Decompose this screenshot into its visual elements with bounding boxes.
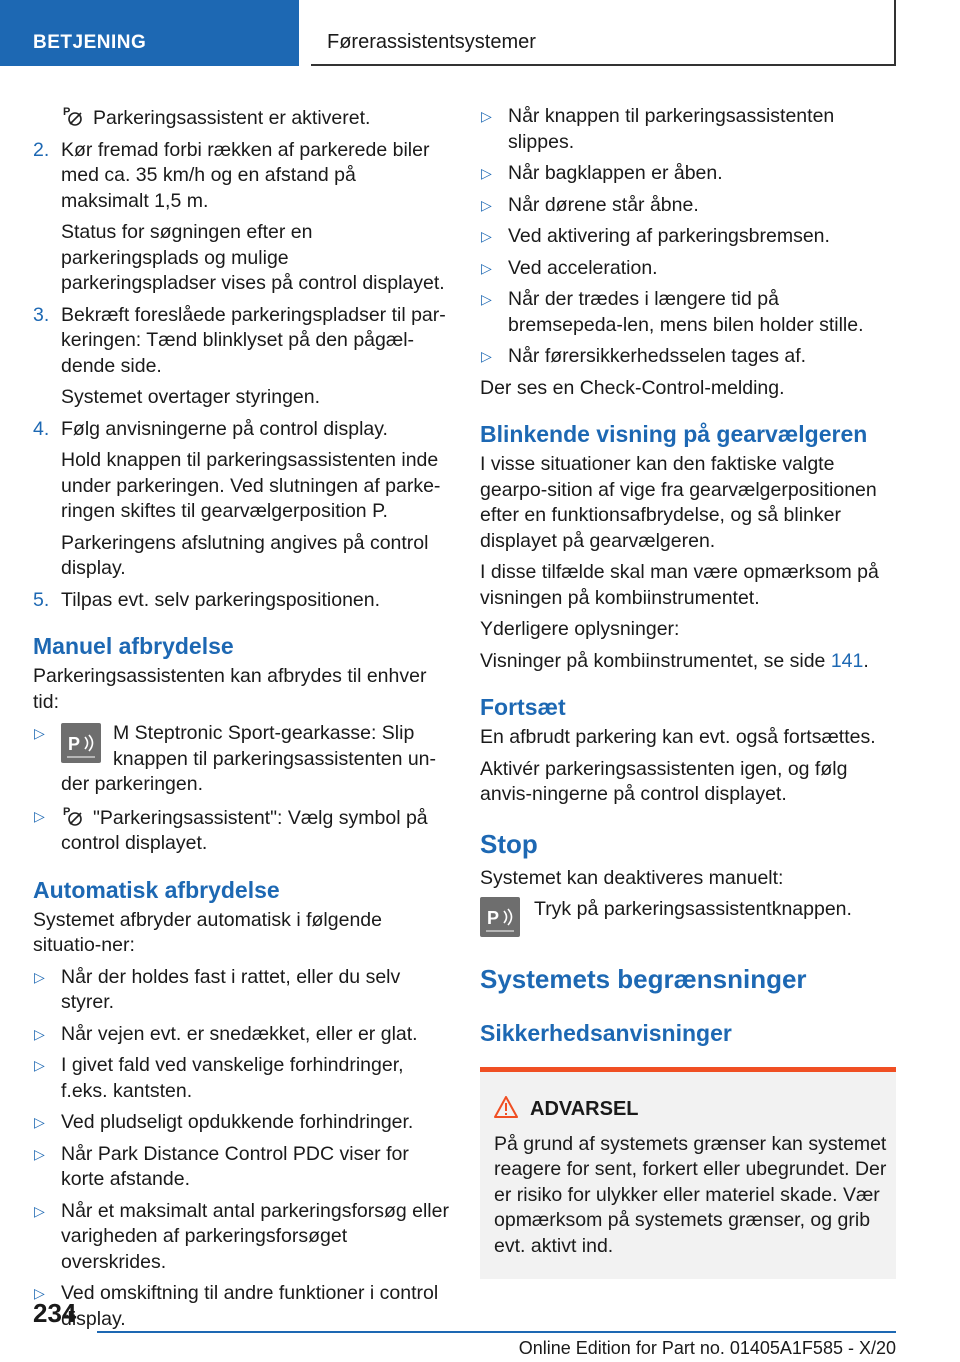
auto-item-cont: ▷ Når førersikkerhedsselen tages af. [480,344,896,370]
check-control-note: Der ses en Check-Control-melding. [480,376,785,399]
svg-text:P: P [487,908,500,928]
blink-p1: I visse situationer kan den faktiske valgte gearpo‐sition af vige fra gearvælgerpositionen efter en funktionsafbrydelse, og så blinker displayet på gearvælgeren. [480,453,877,552]
auto-item: ▷ Når vejen evt. er snedækket, eller er glat. [33,1022,449,1048]
auto-item: ▷ Når et maksimalt antal parkeringsforsøg eller varigheden af parkeringsforsøget overskrides. [34,1199,449,1273]
bullet-triangle-icon: ▷ [481,259,492,276]
continue-p2: Aktivér parkeringsassistenten igen, og følg anvis‐ningerne på control displayet. [480,757,848,805]
step-4-note-1: Hold knappen til parkeringsassistenten inde under parkeringen. Ved slutningen af parke‐ringen skiftes til gearvælgerposition P. [61,449,441,522]
stop-heading: Stop [480,828,538,859]
safety-heading: Sikkerhedsanvisninger [480,1020,732,1046]
manual-item-2: ▷ P "Parkeringsassistent": Vælg symbol på control displayet. [34,805,428,854]
step-2: 2. Kør fremad forbi rækken af parkerede biler med ca. 35 km/h og en afstand på maksimalt 1,5 m. [33,138,430,212]
parking-assistant-icon [61,104,85,128]
auto-item: ▷ Ved omskiftning til andre funktioner i control display. [34,1282,439,1330]
stop-p1: Systemet kan deaktiveres manuelt: [480,866,784,889]
intro-line: P Parkeringsassistent er aktiveret. [63,106,371,129]
bullet-triangle-icon: ▷ [481,165,492,181]
page-header [0,0,960,66]
auto-item: ▷ Når der holdes fast i rattet, eller du selv styrer. [34,965,401,1013]
manual-heading: Manuel afbrydelse [33,633,234,659]
step-2-note: Status for søgningen efter en parkeringsplads og mulige parkeringspladser vises på control displayet. [61,221,445,294]
svg-text:P: P [63,106,71,118]
auto-item: ▷ Ved pludseligt opdukkende forhindringer. [33,1110,449,1136]
warning-text: På grund af systemets grænser kan systemet reagere for sent, forkert eller ubegrundet. Der er risiko for ulykker eller materiel skade. Vær opmærksom på systemets grænser, og grib evt. aktivt ind. [494,1132,887,1257]
blink-p3: Yderligere oplysninger: [480,618,680,640]
bullet-triangle-icon: ▷ [34,1202,45,1219]
bullet-triangle-icon: ▷ [481,196,492,213]
limits-heading: Systemets begrænsninger [480,964,807,994]
auto-item-cont: ▷ Ved acceleration. [480,256,896,282]
step-5: 5. Tilpas evt. selv parkeringspositionen. [33,588,381,611]
parking-button-icon [480,897,520,937]
auto-item-cont: ▷ Når bagklappen er åben. [480,161,896,187]
footer-edition: Online Edition for Part no. 01405A1F585 - X/20 [518,1338,896,1358]
auto-item: ▷ Når Park Distance Control PDC viser for korte afstande. [34,1142,409,1190]
chapter-title: Førerassistentsystemer [311,0,896,66]
bullet-triangle-icon: ▷ [34,968,45,985]
parking-button-icon [61,723,101,763]
footer-divider [97,1331,896,1333]
bullet-triangle-icon: ▷ [34,1057,45,1073]
bullet-triangle-icon: ▷ [34,1025,45,1042]
bullet-triangle-icon: ▷ [481,291,492,307]
auto-item: ▷ I givet fald ved vanskelige forhindringer, f.eks. kantsten. [34,1054,404,1102]
blink-p2: I disse tilfælde skal man være opmærksom på visningen på kombiinstrumentet. [480,561,879,609]
blink-p4: Visninger på kombiinstrumentet, se side 141. [480,649,869,672]
auto-heading: Automatisk afbrydelse [33,876,280,903]
bullet-triangle-icon: ▷ [481,228,492,244]
auto-item-cont: ▷ Når dørene står åbne. [480,193,896,219]
bullet-triangle-icon: ▷ [34,807,45,824]
bullet-triangle-icon: ▷ [481,108,492,124]
manual-intro: Parkeringsassistenten kan afbrydes til enhver tid: [33,665,427,713]
warning-box [480,1067,896,1279]
continue-heading: Fortsæt [480,694,566,720]
left-column [33,104,449,1338]
auto-intro: Systemet afbryder automatisk i følgende situatio‐ner: [33,908,382,956]
bullet-triangle-icon: ▷ [34,1145,45,1162]
step-3: 3. Bekræft foreslåede parkeringspladser til par‐keringen: Tænd blinklyset på den pågæl‐dende side. [33,303,446,377]
step-4-note-2: Parkeringens afslutning angives på control display. [61,531,429,579]
manual-item-1: ▷ P M Steptronic Sport-gearkasse: Slip knappen til parkeringsassistenten un‐der parkeringen. [34,722,437,795]
svg-text:P: P [63,805,71,818]
page-ref-link[interactable]: 141 [830,649,864,672]
svg-text:P: P [68,734,81,754]
bullet-triangle-icon: ▷ [34,725,45,741]
continue-p1: En afbrudt parkering kan evt. også fortsættes. [480,726,876,748]
warning-triangle-icon [494,1096,518,1126]
stop-instruction: P Tryk på parkeringsassistentknappen. [480,897,896,937]
section-tab: BETJENING [0,0,299,66]
bullet-triangle-icon: ▷ [481,348,492,364]
parking-assistant-icon [61,804,85,828]
step-3-note: Systemet overtager styringen. [61,386,321,408]
auto-item-cont: ▷ Ved aktivering af parkeringsbremsen. [480,224,896,250]
auto-item-cont: ▷ Når der trædes i længere tid på bremsepeda‐len, mens bilen holder stille. [481,288,864,336]
warning-title: ADVARSEL [488,1096,888,1126]
blink-heading: Blinkende visning på gearvælgeren [480,421,868,447]
right-column [480,104,896,1279]
bullet-triangle-icon: ▷ [34,1285,45,1301]
bullet-triangle-icon: ▷ [34,1114,45,1130]
auto-item-cont: ▷ Når knappen til parkeringsassistenten slippes. [481,105,835,153]
step-4: 4. Følg anvisningerne på control display. [33,417,388,440]
page-number: 234 [33,1298,77,1328]
